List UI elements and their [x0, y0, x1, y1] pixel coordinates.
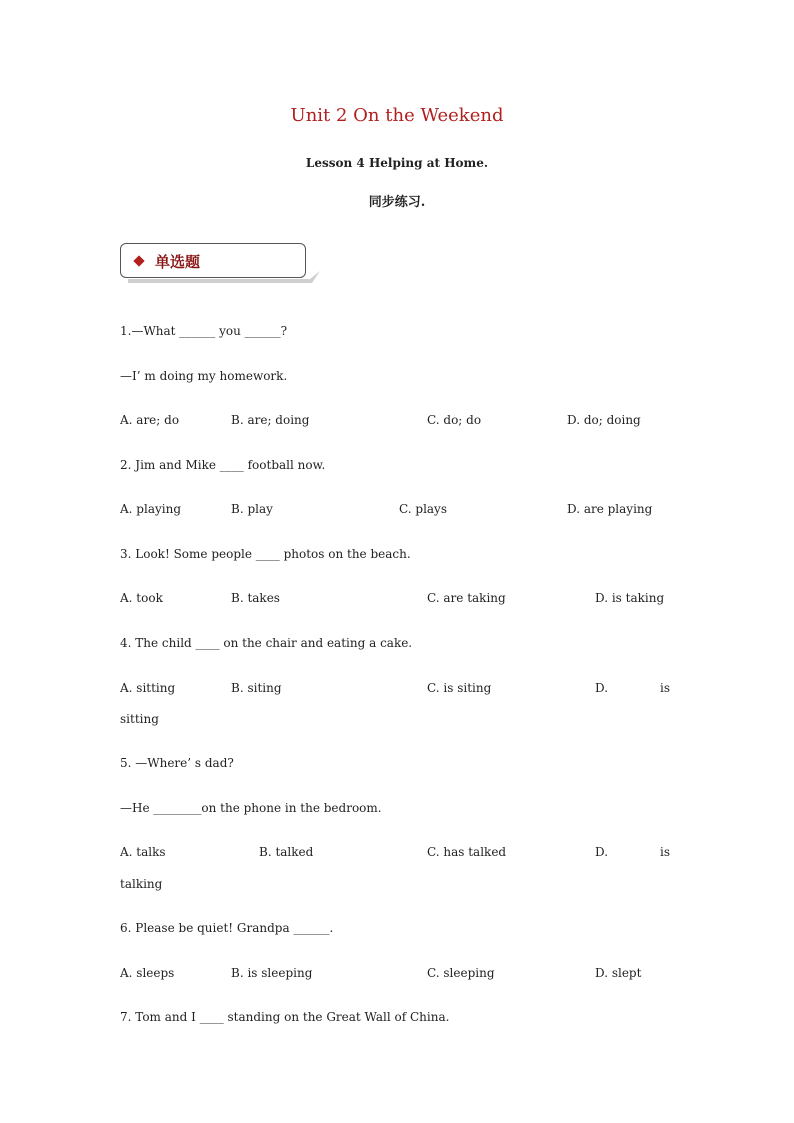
- question-5-option-d: D.: [595, 845, 609, 859]
- question-5-option-d-word-1: is: [660, 845, 670, 859]
- question-6-option-a: A. sleeps: [120, 966, 175, 980]
- question-5-answer: —He ________on the phone in the bedroom.: [120, 801, 382, 815]
- question-5-stem: 5. —Where’ s dad?: [120, 756, 234, 770]
- question-6-option-d: D. slept: [595, 966, 642, 980]
- question-1-option-a: A. are; do: [120, 413, 180, 427]
- question-3-option-c: C. are taking: [427, 591, 506, 605]
- diamond-icon: [133, 255, 144, 266]
- question-1-option-c: C. do; do: [427, 413, 482, 427]
- question-2-option-b: B. play: [231, 502, 273, 516]
- question-6-stem: 6. Please be quiet! Grandpa ______.: [120, 921, 334, 935]
- section-header-box: [120, 243, 306, 278]
- question-2-option-a: A. playing: [120, 502, 181, 516]
- question-4-option-d-word-1: is: [660, 681, 670, 695]
- question-2-option-d: D. are playing: [567, 502, 653, 516]
- question-4-option-d-word-2: sitting: [120, 712, 159, 726]
- question-4-option-c: C. is siting: [427, 681, 492, 695]
- question-7-stem: 7. Tom and I ____ standing on the Great Wall of China.: [120, 1010, 450, 1024]
- question-6-option-b: B. is sleeping: [231, 966, 313, 980]
- question-1-stem: 1.—What ______ you ______?: [120, 324, 288, 338]
- sync-practice-label: 同步练习.: [368, 195, 426, 210]
- question-2-option-c: C. plays: [399, 502, 447, 516]
- section-title: 单选题: [155, 253, 201, 271]
- question-5-option-a: A. talks: [120, 845, 166, 859]
- question-4-option-d: D.: [595, 681, 609, 695]
- question-3-option-d: D. is taking: [595, 591, 665, 605]
- question-3-stem: 3. Look! Some people ____ photos on the beach.: [120, 547, 411, 561]
- question-5-option-c: C. has talked: [427, 845, 507, 859]
- section-header: [120, 243, 320, 283]
- question-5-option-b: B. talked: [259, 845, 314, 859]
- question-6-option-c: C. sleeping: [427, 966, 495, 980]
- lesson-subtitle: Lesson 4 Helping at Home.: [305, 156, 489, 170]
- question-4-stem: 4. The child ____ on the chair and eating a cake.: [120, 636, 413, 650]
- question-3-option-b: B. takes: [231, 591, 280, 605]
- question-2-stem: 2. Jim and Mike ____ football now.: [120, 458, 326, 472]
- question-1-option-b: B. are; doing: [231, 413, 310, 427]
- question-1-answer: —I’ m doing my homework.: [120, 369, 288, 383]
- question-4-option-b: B. siting: [231, 681, 282, 695]
- document-title: Unit 2 On the Weekend: [290, 105, 504, 126]
- question-5-option-d-word-2: talking: [120, 877, 163, 891]
- question-3-option-a: A. took: [120, 591, 163, 605]
- question-1-option-d: D. do; doing: [567, 413, 641, 427]
- question-4-option-a: A. sitting: [120, 681, 176, 695]
